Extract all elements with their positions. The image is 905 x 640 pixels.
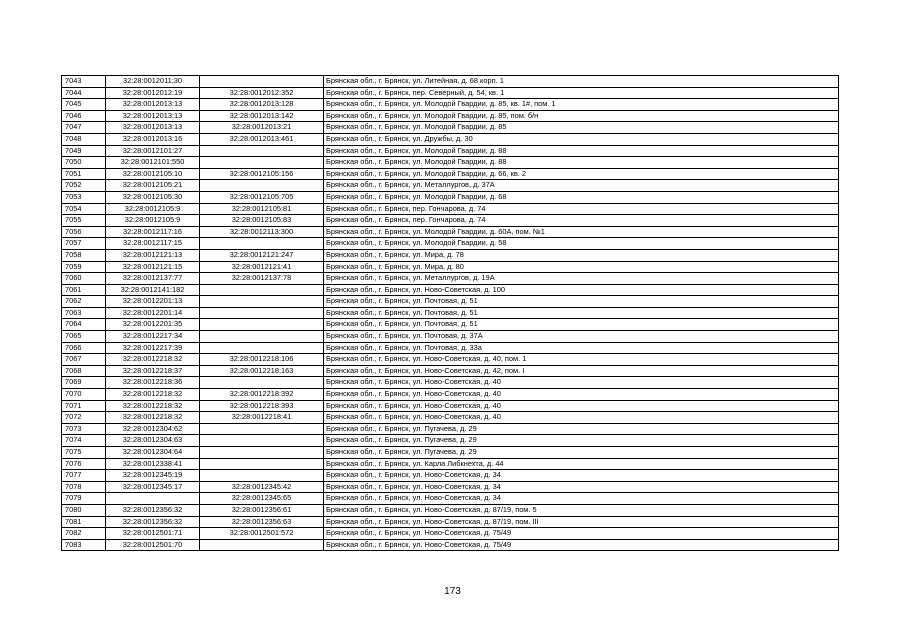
- cadastral-number-cell: 32:28:0012117:16: [106, 226, 200, 238]
- object-cadastral-number-cell: [200, 539, 324, 551]
- row-number-cell: 7059: [62, 261, 106, 273]
- object-cadastral-number-cell: 32:28:0012218:393: [200, 400, 324, 412]
- object-cadastral-number-cell: [200, 180, 324, 192]
- cadastral-number-cell: 32:28:0012011:30: [106, 76, 200, 88]
- row-number-cell: 7048: [62, 133, 106, 145]
- address-cell: Брянская обл., г. Брянск, ул. Мира, д. 80: [324, 261, 839, 273]
- cadastral-number-cell: 32:28:0012304:63: [106, 435, 200, 447]
- object-cadastral-number-cell: 32:28:0012012:352: [200, 87, 324, 99]
- row-number-cell: 7070: [62, 389, 106, 401]
- cadastral-number-cell: 32:28:0012201:35: [106, 319, 200, 331]
- cadastral-number-cell: 32:28:0012218:37: [106, 365, 200, 377]
- address-cell: Брянская обл., г. Брянск, ул. Молодой Гвардии, д. 88: [324, 157, 839, 169]
- row-number-cell: 7081: [62, 516, 106, 528]
- object-cadastral-number-cell: 32:28:0012137:78: [200, 273, 324, 285]
- cadastral-number-cell: 32:28:0012013:13: [106, 99, 200, 111]
- table-row: [62, 365, 839, 377]
- table-row: [62, 400, 839, 412]
- table-row: [62, 307, 839, 319]
- table-row: [62, 319, 839, 331]
- address-cell: Брянская обл., г. Брянск, ул. Металлургов, д. 37А: [324, 180, 839, 192]
- table-row: [62, 528, 839, 540]
- table-row: [62, 447, 839, 459]
- row-number-cell: 7060: [62, 273, 106, 285]
- cadastral-number-cell: 32:28:0012201:13: [106, 296, 200, 308]
- row-number-cell: 7083: [62, 539, 106, 551]
- address-cell: Брянская обл., г. Брянск, ул. Почтовая, д. 37А: [324, 331, 839, 343]
- table-row: [62, 389, 839, 401]
- address-cell: Брянская обл., г. Брянск, ул. Молодой Гвардии, д. 85, пом. б/н: [324, 110, 839, 122]
- address-cell: Брянская обл., г. Брянск, ул. Молодой Гвардии, д. 68: [324, 191, 839, 203]
- cadastral-number-cell: 32:28:0012117:15: [106, 238, 200, 250]
- table-row: [62, 168, 839, 180]
- cadastral-number-cell: 32:28:0012304:62: [106, 423, 200, 435]
- object-cadastral-number-cell: 32:28:0012113:300: [200, 226, 324, 238]
- row-number-cell: 7064: [62, 319, 106, 331]
- row-number-cell: 7076: [62, 458, 106, 470]
- object-cadastral-number-cell: 32:28:0012218:41: [200, 412, 324, 424]
- cadastral-number-cell: 32:28:0012218:32: [106, 354, 200, 366]
- address-cell: Брянская обл., г. Брянск, ул. Ново-Советская, д. 87/19, пом. III: [324, 516, 839, 528]
- table-row: [62, 122, 839, 134]
- cadastral-number-cell: 32:28:0012304:64: [106, 447, 200, 459]
- table-row: [62, 504, 839, 516]
- cadastral-number-cell: 32:28:0012105:9: [106, 203, 200, 215]
- table-row: [62, 377, 839, 389]
- row-number-cell: 7071: [62, 400, 106, 412]
- address-cell: Брянская обл., г. Брянск, ул. Ново-Советская, д. 100: [324, 284, 839, 296]
- address-cell: Брянская обл., г. Брянск, ул. Металлургов, д. 19А: [324, 273, 839, 285]
- address-cell: Брянская обл., г. Брянск, ул. Ново-Советская, д. 40: [324, 412, 839, 424]
- cadastral-number-cell: 32:28:0012345:19: [106, 470, 200, 482]
- object-cadastral-number-cell: [200, 331, 324, 343]
- table-row: [62, 226, 839, 238]
- address-cell: Брянская обл., г. Брянск, ул. Ново-Советская, д. 40: [324, 377, 839, 389]
- table-row: [62, 458, 839, 470]
- object-cadastral-number-cell: 32:28:0012013:21: [200, 122, 324, 134]
- address-cell: Брянская обл., г. Брянск, пер. Гончарова, д. 74: [324, 203, 839, 215]
- row-number-cell: 7050: [62, 157, 106, 169]
- object-cadastral-number-cell: [200, 307, 324, 319]
- object-cadastral-number-cell: 32:28:0012105:81: [200, 203, 324, 215]
- row-number-cell: 7058: [62, 249, 106, 261]
- address-cell: Брянская обл., г. Брянск, ул. Дружбы, д. 30: [324, 133, 839, 145]
- object-cadastral-number-cell: 32:28:0012013:461: [200, 133, 324, 145]
- table-row: [62, 249, 839, 261]
- address-cell: Брянская обл., г. Брянск, ул. Почтовая, д. 51: [324, 319, 839, 331]
- cadastral-number-cell: 32:28:0012218:32: [106, 400, 200, 412]
- object-cadastral-number-cell: 32:28:0012121:41: [200, 261, 324, 273]
- address-cell: Брянская обл., г. Брянск, ул. Карла Либкнехта, д. 44: [324, 458, 839, 470]
- cadastral-number-cell: 32:28:0012345:17: [106, 481, 200, 493]
- cadastral-number-cell: 32:28:0012356:32: [106, 504, 200, 516]
- row-number-cell: 7069: [62, 377, 106, 389]
- row-number-cell: 7075: [62, 447, 106, 459]
- cadastral-number-cell: 32:28:0012121:13: [106, 249, 200, 261]
- row-number-cell: 7051: [62, 168, 106, 180]
- cadastral-number-cell: 32:28:0012013:13: [106, 110, 200, 122]
- row-number-cell: 7054: [62, 203, 106, 215]
- address-cell: Брянская обл., г. Брянск, пер. Гончарова, д. 74: [324, 215, 839, 227]
- address-cell: Брянская обл., г. Брянск, ул. Литейная, д. 68 корп. 1: [324, 76, 839, 88]
- row-number-cell: 7079: [62, 493, 106, 505]
- cadastral-number-cell: 32:28:0012501:71: [106, 528, 200, 540]
- page-number: 173: [444, 586, 461, 597]
- object-cadastral-number-cell: [200, 296, 324, 308]
- object-cadastral-number-cell: [200, 76, 324, 88]
- cadastral-number-cell: 32:28:0012218:32: [106, 389, 200, 401]
- address-cell: Брянская обл., г. Брянск, ул. Ново-Советская, д. 40, пом. 1: [324, 354, 839, 366]
- cadastral-number-cell: 32:28:0012137:77: [106, 273, 200, 285]
- object-cadastral-number-cell: 32:28:0012218:392: [200, 389, 324, 401]
- object-cadastral-number-cell: 32:28:0012105:83: [200, 215, 324, 227]
- address-cell: Брянская обл., г. Брянск, ул. Молодой Гвардии, д. 58: [324, 238, 839, 250]
- cadastral-number-cell: 32:28:0012141:182: [106, 284, 200, 296]
- table-body: [62, 76, 839, 551]
- table-row: [62, 157, 839, 169]
- table-row: [62, 273, 839, 285]
- object-cadastral-number-cell: 32:28:0012218:163: [200, 365, 324, 377]
- table-row: [62, 296, 839, 308]
- address-cell: Брянская обл., г. Брянск, ул. Ново-Советская, д. 34: [324, 470, 839, 482]
- cadastral-number-cell: 32:28:0012501:70: [106, 539, 200, 551]
- table-row: [62, 76, 839, 88]
- table-row: [62, 539, 839, 551]
- object-cadastral-number-cell: 32:28:0012501:572: [200, 528, 324, 540]
- row-number-cell: 7077: [62, 470, 106, 482]
- address-cell: Брянская обл., г. Брянск, ул. Молодой Гвардии, д. 88: [324, 145, 839, 157]
- address-cell: Брянская обл., г. Брянск, ул. Ново-Советская, д. 75/49: [324, 528, 839, 540]
- address-cell: Брянская обл., г. Брянск, ул. Молодой Гвардии, д. 66, кв. 2: [324, 168, 839, 180]
- row-number-cell: 7062: [62, 296, 106, 308]
- table-row: [62, 354, 839, 366]
- row-number-cell: 7068: [62, 365, 106, 377]
- cadastral-number-cell: 32:28:0012217:34: [106, 331, 200, 343]
- address-cell: Брянская обл., г. Брянск, ул. Ново-Советская, д. 42, пом. I: [324, 365, 839, 377]
- object-cadastral-number-cell: [200, 145, 324, 157]
- table-row: [62, 342, 839, 354]
- cadastral-number-cell: 32:28:0012101:550: [106, 157, 200, 169]
- address-cell: Брянская обл., г. Брянск, ул. Ново-Советская, д. 34: [324, 481, 839, 493]
- cadastral-number-cell: 32:28:0012338:41: [106, 458, 200, 470]
- row-number-cell: 7056: [62, 226, 106, 238]
- row-number-cell: 7066: [62, 342, 106, 354]
- row-number-cell: 7043: [62, 76, 106, 88]
- table-row: [62, 412, 839, 424]
- object-cadastral-number-cell: [200, 157, 324, 169]
- table-row: [62, 133, 839, 145]
- row-number-cell: 7049: [62, 145, 106, 157]
- object-cadastral-number-cell: 32:28:0012345:65: [200, 493, 324, 505]
- address-cell: Брянская обл., г. Брянск, ул. Молодой Гвардии, д. 60А, пом. №1: [324, 226, 839, 238]
- row-number-cell: 7063: [62, 307, 106, 319]
- table-row: [62, 87, 839, 99]
- address-cell: Брянская обл., г. Брянск, ул. Молодой Гвардии, д. 85, кв. 1#, пом. 1: [324, 99, 839, 111]
- cadastral-number-cell: 32:28:0012356:32: [106, 516, 200, 528]
- cadastral-number-cell: 32:28:0012012:19: [106, 87, 200, 99]
- cadastral-number-cell: 32:28:0012105:21: [106, 180, 200, 192]
- table-row: [62, 481, 839, 493]
- row-number-cell: 7082: [62, 528, 106, 540]
- row-number-cell: 7055: [62, 215, 106, 227]
- object-cadastral-number-cell: [200, 377, 324, 389]
- table-row: [62, 203, 839, 215]
- object-cadastral-number-cell: [200, 284, 324, 296]
- cadastral-number-cell: 32:28:0012105:10: [106, 168, 200, 180]
- address-cell: Брянская обл., г. Брянск, ул. Мира, д. 78: [324, 249, 839, 261]
- cadastral-number-cell: 32:28:0012013:13: [106, 122, 200, 134]
- table-row: [62, 470, 839, 482]
- cadastral-number-cell: 32:28:0012201:14: [106, 307, 200, 319]
- row-number-cell: 7073: [62, 423, 106, 435]
- cadastral-number-cell: 32:28:0012121:15: [106, 261, 200, 273]
- object-cadastral-number-cell: 32:28:0012218:106: [200, 354, 324, 366]
- cadastral-number-cell: [106, 493, 200, 505]
- row-number-cell: 7067: [62, 354, 106, 366]
- row-number-cell: 7065: [62, 331, 106, 343]
- row-number-cell: 7074: [62, 435, 106, 447]
- address-cell: Брянская обл., г. Брянск, ул. Пугачева, д. 29: [324, 423, 839, 435]
- table-row: [62, 110, 839, 122]
- address-cell: Брянская обл., г. Брянск, ул. Ново-Советская, д. 75/49: [324, 539, 839, 551]
- table-row: [62, 180, 839, 192]
- row-number-cell: 7044: [62, 87, 106, 99]
- object-cadastral-number-cell: [200, 238, 324, 250]
- cadastral-number-cell: 32:28:0012105:9: [106, 215, 200, 227]
- row-number-cell: 7061: [62, 284, 106, 296]
- address-cell: Брянская обл., г. Брянск, ул. Ново-Советская, д. 40: [324, 389, 839, 401]
- cadastral-number-cell: 32:28:0012217:39: [106, 342, 200, 354]
- object-cadastral-number-cell: 32:28:0012356:61: [200, 504, 324, 516]
- row-number-cell: 7045: [62, 99, 106, 111]
- table-row: [62, 99, 839, 111]
- address-cell: Брянская обл., г. Брянск, ул. Почтовая, д. 51: [324, 307, 839, 319]
- row-number-cell: 7078: [62, 481, 106, 493]
- table-row: [62, 435, 839, 447]
- address-cell: Брянская обл., г. Брянск, пер. Северный, д. 54, кв. 1: [324, 87, 839, 99]
- address-cell: Брянская обл., г. Брянск, ул. Почтовая, д. 33а: [324, 342, 839, 354]
- row-number-cell: 7053: [62, 191, 106, 203]
- cadastral-number-cell: 32:28:0012218:36: [106, 377, 200, 389]
- cadastral-number-cell: 32:28:0012105:30: [106, 191, 200, 203]
- row-number-cell: 7080: [62, 504, 106, 516]
- row-number-cell: 7046: [62, 110, 106, 122]
- cadastral-number-cell: 32:28:0012013:16: [106, 133, 200, 145]
- table-row: [62, 238, 839, 250]
- row-number-cell: 7047: [62, 122, 106, 134]
- row-number-cell: 7072: [62, 412, 106, 424]
- table-row: [62, 516, 839, 528]
- cadastral-table: [61, 75, 839, 551]
- row-number-cell: 7057: [62, 238, 106, 250]
- table-row: [62, 215, 839, 227]
- address-cell: Брянская обл., г. Брянск, ул. Пугачева, д. 29: [324, 447, 839, 459]
- object-cadastral-number-cell: [200, 423, 324, 435]
- object-cadastral-number-cell: 32:28:0012105:156: [200, 168, 324, 180]
- object-cadastral-number-cell: 32:28:0012356:63: [200, 516, 324, 528]
- address-cell: Брянская обл., г. Брянск, ул. Пугачева, д. 29: [324, 435, 839, 447]
- object-cadastral-number-cell: 32:28:0012013:128: [200, 99, 324, 111]
- cadastral-number-cell: 32:28:0012218:32: [106, 412, 200, 424]
- object-cadastral-number-cell: [200, 447, 324, 459]
- object-cadastral-number-cell: 32:28:0012345:42: [200, 481, 324, 493]
- object-cadastral-number-cell: 32:28:0012105:705: [200, 191, 324, 203]
- cadastral-number-cell: 32:28:0012101:27: [106, 145, 200, 157]
- table-row: [62, 191, 839, 203]
- address-cell: Брянская обл., г. Брянск, ул. Ново-Советская, д. 87/19, пом. 5: [324, 504, 839, 516]
- table-row: [62, 284, 839, 296]
- address-cell: Брянская обл., г. Брянск, ул. Ново-Советская, д. 40: [324, 400, 839, 412]
- object-cadastral-number-cell: [200, 342, 324, 354]
- table-row: [62, 331, 839, 343]
- address-cell: Брянская обл., г. Брянск, ул. Ново-Советская, д. 34: [324, 493, 839, 505]
- object-cadastral-number-cell: 32:28:0012013:142: [200, 110, 324, 122]
- address-cell: Брянская обл., г. Брянск, ул. Почтовая, д. 51: [324, 296, 839, 308]
- object-cadastral-number-cell: [200, 319, 324, 331]
- object-cadastral-number-cell: 32:28:0012121:247: [200, 249, 324, 261]
- table-row: [62, 261, 839, 273]
- table-row: [62, 493, 839, 505]
- address-cell: Брянская обл., г. Брянск, ул. Молодой Гвардии, д. 85: [324, 122, 839, 134]
- object-cadastral-number-cell: [200, 458, 324, 470]
- row-number-cell: 7052: [62, 180, 106, 192]
- object-cadastral-number-cell: [200, 435, 324, 447]
- object-cadastral-number-cell: [200, 470, 324, 482]
- table-row: [62, 145, 839, 157]
- table-row: [62, 423, 839, 435]
